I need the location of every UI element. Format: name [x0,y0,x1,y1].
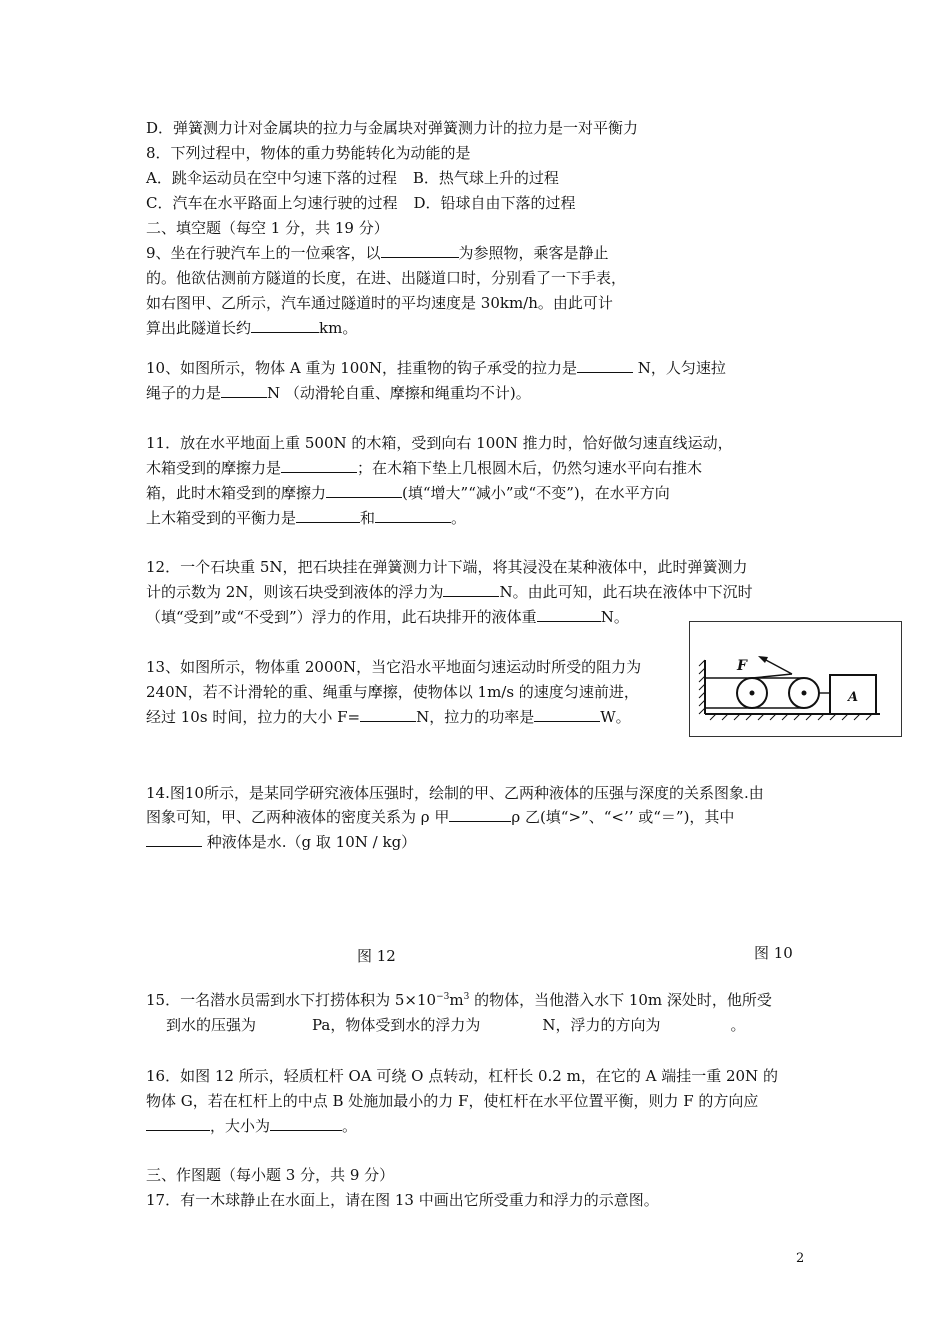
q14-line1: 14.图10所示，是某同学研究液体压强时，绘制的甲、乙两种液体的压强与深度的关系图象.由 [146,784,764,802]
block-label: A [848,690,859,705]
q9-text: 为参照物，乘客是静止 [458,244,609,262]
q10-line2 [146,383,531,403]
q9-blank-reference[interactable] [381,243,459,258]
q11-blank-change[interactable] [326,483,402,498]
q9-text: 算出此隧道长约 [146,319,252,337]
q9-line3: 如右图甲、乙所示，汽车通过隧道时的平均速度是 30km/h。由此可计 [146,294,613,312]
q15-line1 [146,987,772,1010]
q13-text: 经过 10s 时间，拉力的大小 F= [146,708,361,726]
force-arrow-line [764,659,792,674]
q11-line2 [146,458,702,478]
force-arrow-head [758,656,768,663]
q13-text: W。 [600,708,631,726]
page-number: 2 [796,1251,805,1266]
q12-text: （填“受到”或“不受到”）浮力的作用，此石块排开的液体重 [146,608,537,626]
q12-text: N。由此可知，此石块在液体中下沉时 [499,583,753,601]
q16-line2: 物体 G，若在杠杆上的中点 B 处施加最小的力 F，使杠杆在水平位置平衡，则力 F 的方向应 [146,1092,759,1110]
q10-text: 绳子的力是 [146,384,222,402]
q12-line2 [146,582,753,602]
q15-unit-exponent: 3 [463,992,470,1002]
q11-blank-force2[interactable] [375,508,451,523]
q12-text: N。 [600,608,629,626]
q10-blank-rope-force[interactable] [221,383,267,398]
q10-text: 10、如图所示，物体 A 重为 100N，挂重物的钩子承受的拉力是 [146,359,577,377]
q16-text: ，大小为 [210,1117,271,1135]
q13-text: N，拉力的功率是 [416,708,535,726]
q8-option-a: A．跳伞运动员在空中匀速下落的过程 [146,169,397,187]
section3-title: 三、作图题（每小题 3 分，共 9 分） [146,1166,395,1184]
q10-text: N （动滑轮自重、摩擦和绳重均不计)。 [267,384,531,402]
q11-text: 上木箱受到的平衡力是 [146,509,297,527]
q11-line1: 11．放在水平地面上重 500N 的木箱，受到向右 100N 推力时，恰好做匀速直线运动， [146,434,733,452]
q12-line3 [146,607,629,627]
q8-options-ab [146,168,559,188]
q16-text: 。 [342,1117,358,1135]
q9-line4 [146,318,357,338]
q8-stem: 8．下列过程中，物体的重力势能转化为动能的是 [146,144,471,162]
figure-10-label: 图 10 [754,944,793,962]
q15-text: 。 [730,1016,746,1034]
q12-text: 计的示数为 2N，则该石块受到液体的浮力为 [146,583,444,601]
q8-option-d: D．铅球自由下落的过程 [413,194,576,212]
q16-blank-direction[interactable] [146,1116,210,1131]
q17-text: 17．有一木球静止在水面上，请在图 13 中画出它所受重力和浮力的示意图。 [146,1191,659,1209]
q11-text: 。 [451,509,467,527]
q7-option-d: D．弹簧测力计对金属块的拉力与金属块对弹簧测力计的拉力是一对平衡力 [146,119,639,137]
q11-text: (填“增大”“减小”或“不变”)，在水平方向 [402,484,670,502]
q8-option-b: B．热气球上升的过程 [412,169,559,187]
q11-text: 木箱受到的摩擦力是 [146,459,282,477]
q13-line2: 240N，若不计滑轮的重、绳重与摩擦，使物体以 1m/s 的速度匀速前进， [146,683,639,701]
q14-line3 [146,832,416,852]
q14-blank-liquid[interactable] [146,832,202,847]
q11-text: 和 [360,509,376,527]
q14-text: ρ 乙(填“>”、“<’’ 或“＝”)，其中 [511,808,735,826]
pulley-figure [689,621,902,737]
q14-blank-density[interactable] [449,807,511,822]
q16-blank-magnitude[interactable] [270,1116,342,1131]
q10-text: N，人匀速拉 [632,359,726,377]
q8-options-cd [146,193,576,213]
q9-text: km。 [319,319,358,337]
q10-line1 [146,358,726,378]
q9-line2: 的。他欲估测前方隧道的长度，在进、出隧道口时，分别看了一下手表， [146,269,627,287]
q11-blank-force1[interactable] [296,508,360,523]
q15-line2 [166,1015,746,1035]
section2-title: 二、填空题（每空 1 分，共 19 分） [146,219,389,237]
figure-12-label: 图 12 [357,947,396,965]
q15-exponent: −3 [436,992,450,1002]
q14-text: 种液体是水.（g 取 10N / kg） [202,833,417,851]
q14-text: 图象可知，甲、乙两种液体的密度关系为 ρ 甲 [146,808,450,826]
pulley-diagram [690,622,901,736]
fixed-pulley-axle [750,691,755,696]
q13-line1: 13、如图所示，物体重 2000N，当它沿水平地面匀速运动时所受的阻力为 [146,658,642,676]
moving-pulley-axle [802,691,807,696]
q13-line3 [146,707,631,727]
q12-line1: 12．一个石块重 5N，把石块挂在弹簧测力计下端，将其浸没在某种液体中，此时弹簧测力 [146,558,748,576]
q15-text: N，浮力的方向为 [542,1016,661,1034]
q15-unit: m [449,991,464,1009]
q9-text: 9、坐在行驶汽车上的一位乘客，以 [146,244,381,262]
force-label: F [737,658,747,674]
q15-text: 到水的压强为 [166,1016,257,1034]
q10-blank-hook-force[interactable] [577,358,633,373]
q12-blank-displaced[interactable] [537,607,601,622]
q12-blank-buoyancy[interactable] [443,582,499,597]
q8-option-c: C．汽车在水平路面上匀速行驶的过程 [146,194,398,212]
q13-blank-force[interactable] [360,707,416,722]
q11-text: ；在木箱下垫上几根圆木后，仍然匀速水平向右推木 [357,459,703,477]
q15-text: Pa，物体受到水的浮力为 [312,1016,481,1034]
q11-line3 [146,483,670,503]
q9-line1 [146,243,609,263]
q11-blank-friction[interactable] [281,458,357,473]
q16-line1: 16．如图 12 所示，轻质杠杆 OA 可绕 O 点转动，杠杆长 0.2 m，在它的 A 端挂一重 20N 的 [146,1067,778,1085]
q15-text: 15．一名潜水员需到水下打捞体积为 5×10 [146,991,437,1009]
q13-blank-power[interactable] [534,707,600,722]
q9-blank-length[interactable] [251,318,319,333]
q11-text: 箱，此时木箱受到的摩擦力 [146,484,327,502]
q15-text: 的物体，当他潜入水下 10m 深处时，他所受 [469,991,772,1009]
q11-line4 [146,508,466,528]
q14-line2 [146,807,734,827]
q16-line3 [146,1116,357,1136]
